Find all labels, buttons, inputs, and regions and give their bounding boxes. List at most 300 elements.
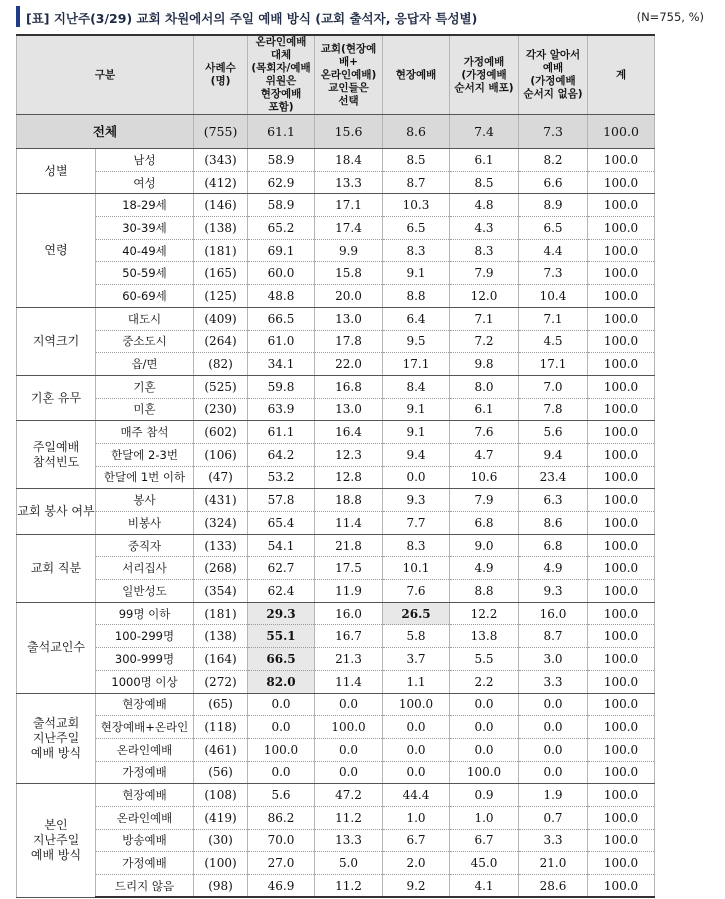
cell-value: 8.3	[383, 534, 450, 557]
cell-value: 7.9	[450, 262, 519, 285]
table-row	[17, 421, 655, 444]
row-n: (138)	[194, 625, 248, 648]
row-label: 가정예배	[96, 761, 194, 784]
cell-value: 10.1	[383, 557, 450, 580]
row-label: 현장예배+온라인	[96, 716, 194, 739]
cell-value: 86.2	[248, 806, 315, 829]
cell-value: 3.0	[519, 648, 588, 671]
cell-value: 100.0	[588, 398, 655, 421]
table-row	[17, 670, 655, 693]
cell-value: 9.3	[519, 580, 588, 603]
row-label: 현장예배	[96, 693, 194, 716]
cell-value: 10.4	[519, 285, 588, 308]
row-label: 대도시	[96, 307, 194, 330]
cell-value: 23.4	[519, 466, 588, 489]
table-row	[17, 829, 655, 852]
cell-value: 13.3	[315, 829, 383, 852]
cell-value: 6.6	[519, 171, 588, 194]
cell-value: 63.9	[248, 398, 315, 421]
row-n: (461)	[194, 738, 248, 761]
row-label: 가정예배	[96, 852, 194, 875]
cell-value: 18.8	[315, 489, 383, 512]
cell-value: 9.4	[383, 443, 450, 466]
cell-value: 16.4	[315, 421, 383, 444]
row-n: (268)	[194, 557, 248, 580]
cell-value: 100.0	[588, 738, 655, 761]
group-label: 지역크기	[17, 307, 96, 375]
title-accent-bar	[16, 6, 20, 27]
header-n: 사례수 (명)	[194, 35, 248, 115]
cell-value: 7.6	[383, 580, 450, 603]
row-group	[17, 194, 655, 307]
header-category: 구분	[17, 35, 194, 115]
row-n: (419)	[194, 806, 248, 829]
cell-value: 7.1	[519, 307, 588, 330]
row-label: 봉사	[96, 489, 194, 512]
cell-value: 11.2	[315, 806, 383, 829]
cell-value: 8.3	[383, 239, 450, 262]
cell-value: 100.0	[248, 738, 315, 761]
table-row	[17, 353, 655, 376]
cell-value: 100.0	[588, 149, 655, 172]
cell-value: 1.0	[450, 806, 519, 829]
cell-value: 4.7	[450, 443, 519, 466]
row-n: (106)	[194, 443, 248, 466]
cell-value: 16.8	[315, 375, 383, 398]
table-row	[17, 443, 655, 466]
cell-value: 8.7	[519, 625, 588, 648]
cell-value: 2.2	[450, 670, 519, 693]
cell-value: 0.0	[383, 761, 450, 784]
cell-value: 100.0	[588, 443, 655, 466]
total-value: 8.6	[383, 115, 450, 149]
cell-value: 5.5	[450, 648, 519, 671]
cell-value: 17.1	[315, 194, 383, 217]
cell-value: 100.0	[588, 625, 655, 648]
cell-value: 0.0	[450, 716, 519, 739]
cell-value: 9.9	[315, 239, 383, 262]
cell-value: 4.4	[519, 239, 588, 262]
cell-value: 8.8	[450, 580, 519, 603]
row-n: (125)	[194, 285, 248, 308]
total-value: 7.3	[519, 115, 588, 149]
group-label: 기혼 유무	[17, 375, 96, 420]
row-group	[17, 307, 655, 375]
cell-value: 0.0	[248, 693, 315, 716]
cell-value: 9.4	[519, 443, 588, 466]
table-row	[17, 580, 655, 603]
table-row	[17, 262, 655, 285]
cell-value: 16.0	[519, 602, 588, 625]
cell-value: 11.4	[315, 670, 383, 693]
survey-table	[16, 34, 655, 898]
cell-value: 11.9	[315, 580, 383, 603]
header-total: 계	[588, 35, 655, 115]
row-group	[17, 534, 655, 602]
cell-value: 58.9	[248, 194, 315, 217]
table-row	[17, 330, 655, 353]
total-value: 100.0	[588, 115, 655, 149]
cell-value: 7.2	[450, 330, 519, 353]
row-n: (525)	[194, 375, 248, 398]
cell-value: 65.2	[248, 217, 315, 240]
cell-value: 34.1	[248, 353, 315, 376]
row-label: 매주 참석	[96, 421, 194, 444]
row-label: 18-29세	[96, 194, 194, 217]
cell-value: 82.0	[248, 670, 315, 693]
cell-value: 9.1	[383, 262, 450, 285]
row-n: (343)	[194, 149, 248, 172]
cell-value: 29.3	[248, 602, 315, 625]
table-row	[17, 307, 655, 330]
cell-value: 17.5	[315, 557, 383, 580]
cell-value: 21.3	[315, 648, 383, 671]
cell-value: 45.0	[450, 852, 519, 875]
cell-value: 7.8	[519, 398, 588, 421]
row-n: (108)	[194, 784, 248, 807]
cell-value: 66.5	[248, 307, 315, 330]
cell-value: 0.0	[315, 693, 383, 716]
cell-value: 62.4	[248, 580, 315, 603]
cell-value: 100.0	[383, 693, 450, 716]
cell-value: 4.3	[450, 217, 519, 240]
row-label: 30-39세	[96, 217, 194, 240]
row-n: (65)	[194, 693, 248, 716]
table-row	[17, 375, 655, 398]
row-group	[17, 693, 655, 784]
cell-value: 100.0	[588, 285, 655, 308]
table-row	[17, 602, 655, 625]
row-label: 99명 이하	[96, 602, 194, 625]
row-label: 온라인예배	[96, 738, 194, 761]
table-row	[17, 171, 655, 194]
cell-value: 7.3	[519, 262, 588, 285]
cell-value: 58.9	[248, 149, 315, 172]
group-label: 교회 봉사 여부	[17, 489, 96, 534]
cell-value: 20.0	[315, 285, 383, 308]
row-label: 방송예배	[96, 829, 194, 852]
row-n: (324)	[194, 512, 248, 535]
cell-value: 100.0	[588, 239, 655, 262]
cell-value: 4.5	[519, 330, 588, 353]
cell-value: 9.1	[383, 398, 450, 421]
row-label: 중소도시	[96, 330, 194, 353]
cell-value: 21.0	[519, 852, 588, 875]
cell-value: 5.0	[315, 852, 383, 875]
row-label: 여성	[96, 171, 194, 194]
cell-value: 6.1	[450, 149, 519, 172]
cell-value: 3.3	[519, 670, 588, 693]
cell-value: 100.0	[315, 716, 383, 739]
row-label: 기혼	[96, 375, 194, 398]
cell-value: 100.0	[588, 716, 655, 739]
cell-value: 57.8	[248, 489, 315, 512]
row-label: 비봉사	[96, 512, 194, 535]
cell-value: 100.0	[588, 580, 655, 603]
cell-value: 100.0	[588, 829, 655, 852]
row-n: (272)	[194, 670, 248, 693]
cell-value: 3.3	[519, 829, 588, 852]
cell-value: 46.9	[248, 875, 315, 898]
cell-value: 27.0	[248, 852, 315, 875]
cell-value: 0.0	[519, 693, 588, 716]
row-n: (133)	[194, 534, 248, 557]
sample-note: (N=755, %)	[636, 10, 704, 24]
row-label: 미혼	[96, 398, 194, 421]
table-title: [표] 지난주(3/29) 교회 차원에서의 주일 예배 방식 (교회 출석자, 응답자 특성별)	[26, 11, 478, 26]
group-label: 출석교인수	[17, 602, 96, 693]
cell-value: 100.0	[588, 875, 655, 898]
cell-value: 100.0	[588, 171, 655, 194]
cell-value: 8.4	[383, 375, 450, 398]
row-label: 드리지 않음	[96, 875, 194, 898]
cell-value: 9.3	[383, 489, 450, 512]
cell-value: 100.0	[588, 353, 655, 376]
cell-value: 60.0	[248, 262, 315, 285]
cell-value: 7.7	[383, 512, 450, 535]
total-n: (755)	[194, 115, 248, 149]
cell-value: 100.0	[588, 557, 655, 580]
cell-value: 0.0	[450, 693, 519, 716]
table-row	[17, 738, 655, 761]
cell-value: 66.5	[248, 648, 315, 671]
cell-value: 9.5	[383, 330, 450, 353]
cell-value: 12.2	[450, 602, 519, 625]
header-row	[17, 35, 655, 115]
row-label: 남성	[96, 149, 194, 172]
cell-value: 100.0	[588, 806, 655, 829]
cell-value: 11.4	[315, 512, 383, 535]
cell-value: 13.0	[315, 398, 383, 421]
cell-value: 0.0	[315, 738, 383, 761]
total-value: 7.4	[450, 115, 519, 149]
cell-value: 8.9	[519, 194, 588, 217]
header-home: 가정예배 (가정예배 순서지 배포)	[450, 35, 519, 115]
cell-value: 100.0	[588, 648, 655, 671]
cell-value: 7.0	[519, 375, 588, 398]
cell-value: 6.4	[383, 307, 450, 330]
row-label: 온라인예배	[96, 806, 194, 829]
cell-value: 0.0	[383, 716, 450, 739]
cell-value: 13.0	[315, 307, 383, 330]
table-row	[17, 648, 655, 671]
cell-value: 13.8	[450, 625, 519, 648]
cell-value: 100.0	[450, 761, 519, 784]
cell-value: 6.8	[450, 512, 519, 535]
row-label: 중직자	[96, 534, 194, 557]
group-label: 교회 직분	[17, 534, 96, 602]
table-row	[17, 852, 655, 875]
row-n: (118)	[194, 716, 248, 739]
table-title-bar	[16, 4, 716, 30]
cell-value: 100.0	[588, 670, 655, 693]
cell-value: 22.0	[315, 353, 383, 376]
header-hybrid: 교회(현장예 배+ 온라인예배) 교인들은 선택	[315, 35, 383, 115]
row-group	[17, 489, 655, 534]
row-n: (431)	[194, 489, 248, 512]
cell-value: 61.0	[248, 330, 315, 353]
row-group	[17, 375, 655, 420]
cell-value: 6.5	[383, 217, 450, 240]
cell-value: 8.8	[383, 285, 450, 308]
header-onsite: 현장예배	[383, 35, 450, 115]
cell-value: 44.4	[383, 784, 450, 807]
row-n: (181)	[194, 239, 248, 262]
cell-value: 62.9	[248, 171, 315, 194]
cell-value: 61.1	[248, 421, 315, 444]
row-n: (164)	[194, 648, 248, 671]
row-label: 50-59세	[96, 262, 194, 285]
cell-value: 8.6	[519, 512, 588, 535]
cell-value: 100.0	[588, 375, 655, 398]
table-row	[17, 557, 655, 580]
row-n: (100)	[194, 852, 248, 875]
cell-value: 5.8	[383, 625, 450, 648]
cell-value: 1.1	[383, 670, 450, 693]
row-n: (47)	[194, 466, 248, 489]
group-label: 성별	[17, 149, 96, 194]
cell-value: 0.0	[383, 738, 450, 761]
cell-value: 10.6	[450, 466, 519, 489]
row-label: 서리집사	[96, 557, 194, 580]
cell-value: 100.0	[588, 217, 655, 240]
row-n: (409)	[194, 307, 248, 330]
cell-value: 100.0	[588, 761, 655, 784]
cell-value: 8.0	[450, 375, 519, 398]
cell-value: 0.0	[519, 716, 588, 739]
cell-value: 11.2	[315, 875, 383, 898]
cell-value: 12.0	[450, 285, 519, 308]
cell-value: 6.8	[519, 534, 588, 557]
total-value: 61.1	[248, 115, 315, 149]
table-row	[17, 806, 655, 829]
row-n: (30)	[194, 829, 248, 852]
total-label: 전체	[17, 115, 194, 149]
row-group	[17, 602, 655, 693]
cell-value: 18.4	[315, 149, 383, 172]
cell-value: 53.2	[248, 466, 315, 489]
cell-value: 4.8	[450, 194, 519, 217]
cell-value: 17.1	[383, 353, 450, 376]
cell-value: 0.0	[248, 761, 315, 784]
table-row	[17, 693, 655, 716]
table-row	[17, 149, 655, 172]
row-n: (56)	[194, 761, 248, 784]
row-n: (602)	[194, 421, 248, 444]
row-n: (165)	[194, 262, 248, 285]
table-row	[17, 625, 655, 648]
cell-value: 6.5	[519, 217, 588, 240]
cell-value: 48.8	[248, 285, 315, 308]
row-n: (98)	[194, 875, 248, 898]
cell-value: 8.5	[383, 149, 450, 172]
row-n: (264)	[194, 330, 248, 353]
cell-value: 8.5	[450, 171, 519, 194]
row-group	[17, 149, 655, 194]
cell-value: 1.9	[519, 784, 588, 807]
row-label: 40-49세	[96, 239, 194, 262]
row-label: 한달에 1번 이하	[96, 466, 194, 489]
group-label: 연령	[17, 194, 96, 307]
cell-value: 26.5	[383, 602, 450, 625]
table-row	[17, 217, 655, 240]
cell-value: 0.0	[450, 738, 519, 761]
row-label: 300-999명	[96, 648, 194, 671]
cell-value: 16.7	[315, 625, 383, 648]
row-label: 한달에 2-3번	[96, 443, 194, 466]
cell-value: 12.8	[315, 466, 383, 489]
cell-value: 59.8	[248, 375, 315, 398]
cell-value: 100.0	[588, 330, 655, 353]
cell-value: 0.0	[383, 466, 450, 489]
cell-value: 100.0	[588, 693, 655, 716]
cell-value: 7.1	[450, 307, 519, 330]
cell-value: 100.0	[588, 489, 655, 512]
cell-value: 5.6	[248, 784, 315, 807]
cell-value: 9.1	[383, 421, 450, 444]
cell-value: 70.0	[248, 829, 315, 852]
cell-value: 0.0	[519, 761, 588, 784]
cell-value: 64.2	[248, 443, 315, 466]
cell-value: 2.0	[383, 852, 450, 875]
table-row	[17, 466, 655, 489]
cell-value: 8.3	[450, 239, 519, 262]
cell-value: 100.0	[588, 262, 655, 285]
cell-value: 17.4	[315, 217, 383, 240]
cell-value: 6.1	[450, 398, 519, 421]
table-row	[17, 512, 655, 535]
table-row	[17, 398, 655, 421]
cell-value: 10.3	[383, 194, 450, 217]
cell-value: 9.2	[383, 875, 450, 898]
group-label: 본인 지난주일 예배 방식	[17, 784, 96, 897]
row-label: 60-69세	[96, 285, 194, 308]
total-row	[17, 115, 655, 149]
table-row	[17, 239, 655, 262]
row-n: (146)	[194, 194, 248, 217]
row-label: 현장예배	[96, 784, 194, 807]
header-individual: 각자 알아서 예배 (가정예배 순서지 없음)	[519, 35, 588, 115]
row-n: (82)	[194, 353, 248, 376]
cell-value: 16.0	[315, 602, 383, 625]
cell-value: 8.7	[383, 171, 450, 194]
row-n: (230)	[194, 398, 248, 421]
row-group	[17, 421, 655, 489]
cell-value: 9.8	[450, 353, 519, 376]
total-value: 15.6	[315, 115, 383, 149]
cell-value: 0.0	[315, 761, 383, 784]
cell-value: 100.0	[588, 466, 655, 489]
row-label: 1000명 이상	[96, 670, 194, 693]
cell-value: 9.0	[450, 534, 519, 557]
cell-value: 0.7	[519, 806, 588, 829]
cell-value: 100.0	[588, 602, 655, 625]
cell-value: 55.1	[248, 625, 315, 648]
cell-value: 100.0	[588, 421, 655, 444]
cell-value: 54.1	[248, 534, 315, 557]
cell-value: 5.6	[519, 421, 588, 444]
cell-value: 0.0	[519, 738, 588, 761]
table-row	[17, 534, 655, 557]
cell-value: 100.0	[588, 784, 655, 807]
table-row	[17, 716, 655, 739]
row-label: 일반성도	[96, 580, 194, 603]
header-online: 온라인예배 대체 (목회자/예배 위원은 현장예배 포함)	[248, 35, 315, 115]
cell-value: 4.1	[450, 875, 519, 898]
cell-value: 8.2	[519, 149, 588, 172]
row-group	[17, 784, 655, 897]
row-n: (138)	[194, 217, 248, 240]
